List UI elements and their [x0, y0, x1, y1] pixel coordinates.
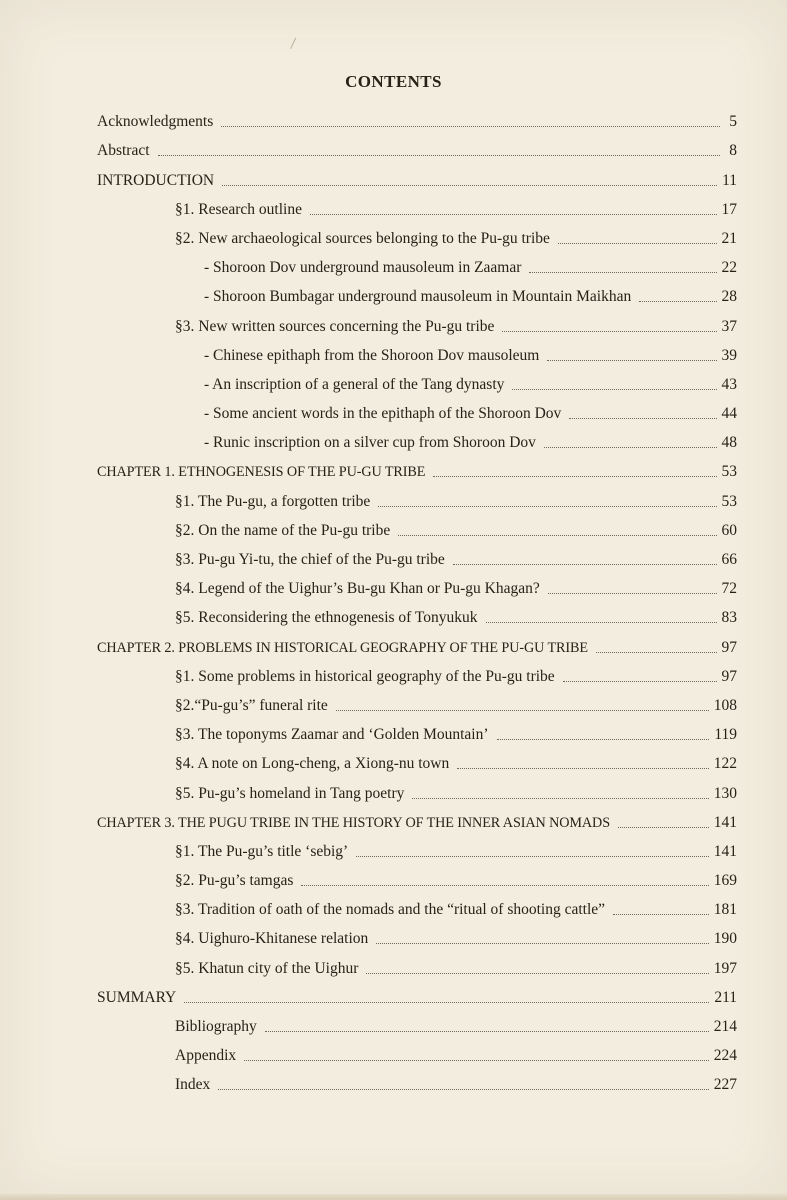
toc-entry-page-number: 181 — [713, 901, 737, 919]
toc-entry-page-number: 97 — [721, 667, 737, 685]
toc-entry-page-number: 66 — [721, 551, 737, 568]
dot-leader — [639, 301, 716, 302]
dot-leader — [544, 447, 717, 448]
toc-entry — [97, 249, 737, 278]
table-of-contents — [97, 103, 737, 1095]
toc-entry-title: §4. A note on Long-cheng, a Xiong-nu town — [175, 755, 450, 773]
toc-entry-page-number: 130 — [713, 784, 737, 802]
toc-entry-title: §2. New archaeological sources belonging to the Pu-gu tribe — [175, 229, 550, 247]
toc-entry-title: §5. Reconsidering the ethnogenesis of Tonyukuk — [175, 609, 478, 627]
toc-entry — [97, 1037, 737, 1066]
toc-entry-page-number: 227 — [713, 1076, 737, 1094]
toc-entry-page-number: 119 — [714, 726, 737, 744]
toc-entry-page-number: 43 — [721, 375, 737, 393]
toc-entry-title: §5. Khatun city of the Uighur — [175, 959, 359, 977]
toc-entry — [97, 366, 737, 395]
dot-leader — [366, 973, 708, 974]
dot-leader — [301, 885, 708, 886]
toc-entry-page-number: 60 — [721, 521, 737, 539]
dot-leader — [412, 798, 708, 799]
toc-entry-page-number: 53 — [721, 492, 737, 510]
toc-entry-page-number: 190 — [713, 930, 737, 948]
toc-entry-title: INTRODUCTION — [97, 171, 215, 189]
toc-entry-title: CHAPTER 2. PROBLEMS IN HISTORICAL GEOGRAPHY OF THE PU-GU TRIBE — [97, 639, 588, 656]
dot-leader — [547, 360, 716, 361]
toc-entry-title: - Some ancient words in the epithaph of the Shoroon Dov — [204, 405, 562, 423]
toc-entry — [97, 774, 737, 803]
dot-leader — [457, 768, 709, 769]
dot-leader — [548, 593, 717, 594]
toc-entry-page-number: 108 — [713, 696, 737, 714]
pencil-mark — [285, 35, 296, 49]
toc-entry-title: §3. Pu-gu Yi-tu, the chief of the Pu-gu tribe — [175, 551, 445, 568]
toc-entry-page-number: 11 — [722, 171, 737, 189]
toc-entry-page-number: 97 — [721, 638, 737, 656]
toc-entry-page-number: 5 — [729, 113, 737, 131]
toc-entry-page-number: 44 — [721, 405, 737, 423]
dot-leader — [310, 214, 717, 215]
toc-entry-title: - Runic inscription on a silver cup from Shoroon Dov — [204, 434, 536, 452]
dot-leader — [433, 476, 716, 477]
toc-entry — [97, 512, 737, 541]
toc-entry — [97, 745, 737, 774]
toc-entry — [97, 161, 737, 190]
dot-leader — [497, 739, 710, 740]
dot-leader — [218, 1089, 708, 1090]
dot-leader — [376, 943, 708, 944]
dot-leader — [244, 1060, 709, 1061]
toc-entry-title: Bibliography — [175, 1018, 257, 1035]
toc-entry — [97, 628, 737, 657]
toc-entry-title: - Shoroon Bumbagar underground mausoleum in Mountain Maikhan — [204, 288, 632, 306]
toc-entry-page-number: 122 — [713, 755, 737, 773]
toc-entry-page-number: 53 — [721, 463, 737, 481]
dot-leader — [569, 418, 716, 419]
dot-leader — [453, 564, 717, 565]
toc-entry-title: - Shoroon Dov underground mausoleum in Zaamar — [204, 259, 522, 277]
dot-leader — [356, 856, 709, 857]
dot-leader — [618, 827, 709, 828]
dot-leader — [336, 710, 709, 711]
toc-entry — [97, 278, 737, 307]
toc-entry-page-number: 83 — [721, 609, 737, 627]
toc-entry — [97, 103, 737, 132]
dot-leader — [221, 126, 720, 127]
toc-entry-title: §3. Tradition of oath of the nomads and the “ritual of shooting cattle” — [175, 901, 606, 919]
toc-entry-title: §2.“Pu-gu’s” funeral rite — [175, 696, 328, 714]
toc-entry-page-number: 48 — [721, 434, 737, 452]
toc-entry — [97, 979, 737, 1008]
toc-entry — [97, 920, 737, 949]
toc-entry — [97, 862, 737, 891]
toc-entry-title: §3. The toponyms Zaamar and ‘Golden Mountain’ — [175, 726, 489, 744]
toc-entry-page-number: 211 — [714, 988, 737, 1006]
toc-entry-title: - An inscription of a general of the Tang dynasty — [204, 375, 505, 393]
toc-entry-title: CHAPTER 3. THE PUGU TRIBE IN THE HISTORY OF THE INNER ASIAN NOMADS — [97, 814, 610, 831]
toc-entry-page-number: 214 — [713, 1018, 737, 1035]
toc-entry — [97, 687, 737, 716]
toc-entry — [97, 132, 737, 161]
toc-entry — [97, 599, 737, 628]
toc-entry — [97, 570, 737, 599]
toc-entry-page-number: 37 — [721, 317, 737, 335]
toc-entry — [97, 804, 737, 833]
toc-entry-title: §1. Research outline — [175, 200, 302, 218]
toc-entry-page-number: 141 — [713, 842, 737, 860]
dot-leader — [613, 914, 709, 915]
toc-entry — [97, 395, 737, 424]
toc-entry-title: §5. Pu-gu’s homeland in Tang poetry — [175, 784, 405, 802]
toc-entry-page-number: 17 — [721, 200, 737, 218]
toc-entry-title: CHAPTER 1. ETHNOGENESIS OF THE PU-GU TRIBE — [97, 464, 426, 481]
toc-entry-title: §1. The Pu-gu’s title ‘sebig’ — [175, 842, 349, 860]
dot-leader — [529, 272, 716, 273]
dot-leader — [265, 1031, 709, 1032]
page-title: CONTENTS — [345, 72, 442, 91]
toc-entry — [97, 307, 737, 336]
toc-entry-title: §2. On the name of the Pu-gu tribe — [175, 521, 391, 539]
dot-leader — [158, 155, 720, 156]
toc-entry — [97, 658, 737, 687]
toc-entry-title: Index — [175, 1076, 211, 1094]
dot-leader — [222, 185, 717, 186]
toc-entry-page-number: 22 — [721, 259, 737, 277]
toc-entry-title: §1. The Pu-gu, a forgotten tribe — [175, 492, 371, 510]
toc-entry — [97, 337, 737, 366]
toc-entry-page-number: 39 — [721, 346, 737, 364]
dot-leader — [378, 506, 716, 507]
toc-entry-page-number: 169 — [713, 872, 737, 890]
toc-entry — [97, 833, 737, 862]
toc-entry-page-number: 72 — [721, 580, 737, 598]
toc-entry-page-number: 224 — [713, 1047, 737, 1065]
toc-entry-title: §4. Uighuro-Khitanese relation — [175, 930, 369, 948]
toc-entry-title: SUMMARY — [97, 988, 177, 1006]
toc-entry — [97, 949, 737, 978]
toc-entry — [97, 891, 737, 920]
toc-entry-page-number: 21 — [721, 229, 737, 247]
toc-entry — [97, 716, 737, 745]
toc-entry-title: - Chinese epithaph from the Shoroon Dov mausoleum — [204, 346, 540, 364]
toc-entry-title: Acknowledgments — [97, 113, 214, 131]
dot-leader — [596, 652, 717, 653]
toc-entry — [97, 220, 737, 249]
toc-entry-title: §1. Some problems in historical geography of the Pu-gu tribe — [175, 667, 555, 685]
toc-entry-title: §2. Pu-gu’s tamgas — [175, 872, 294, 890]
dot-leader — [398, 535, 716, 536]
toc-entry-title: Abstract — [97, 142, 150, 160]
toc-entry-title: §3. New written sources concerning the Pu-gu tribe — [175, 317, 495, 335]
toc-entry — [97, 424, 737, 453]
toc-entry — [97, 1066, 737, 1095]
toc-entry — [97, 482, 737, 511]
toc-entry — [97, 1008, 737, 1037]
dot-leader — [486, 622, 717, 623]
dot-leader — [563, 681, 717, 682]
dot-leader — [558, 243, 717, 244]
toc-entry-page-number: 197 — [713, 959, 737, 977]
toc-entry — [97, 453, 737, 482]
toc-entry-page-number: 8 — [729, 142, 737, 160]
toc-entry — [97, 541, 737, 570]
page-edge — [0, 1194, 787, 1200]
dot-leader — [502, 331, 716, 332]
toc-entry-page-number: 141 — [713, 813, 737, 831]
toc-entry-title: §4. Legend of the Uighur’s Bu-gu Khan or Pu-gu Khagan? — [175, 580, 540, 598]
dot-leader — [184, 1002, 709, 1003]
toc-entry-page-number: 28 — [721, 288, 737, 306]
toc-entry — [97, 191, 737, 220]
dot-leader — [512, 389, 716, 390]
toc-entry-title: Appendix — [175, 1047, 237, 1065]
